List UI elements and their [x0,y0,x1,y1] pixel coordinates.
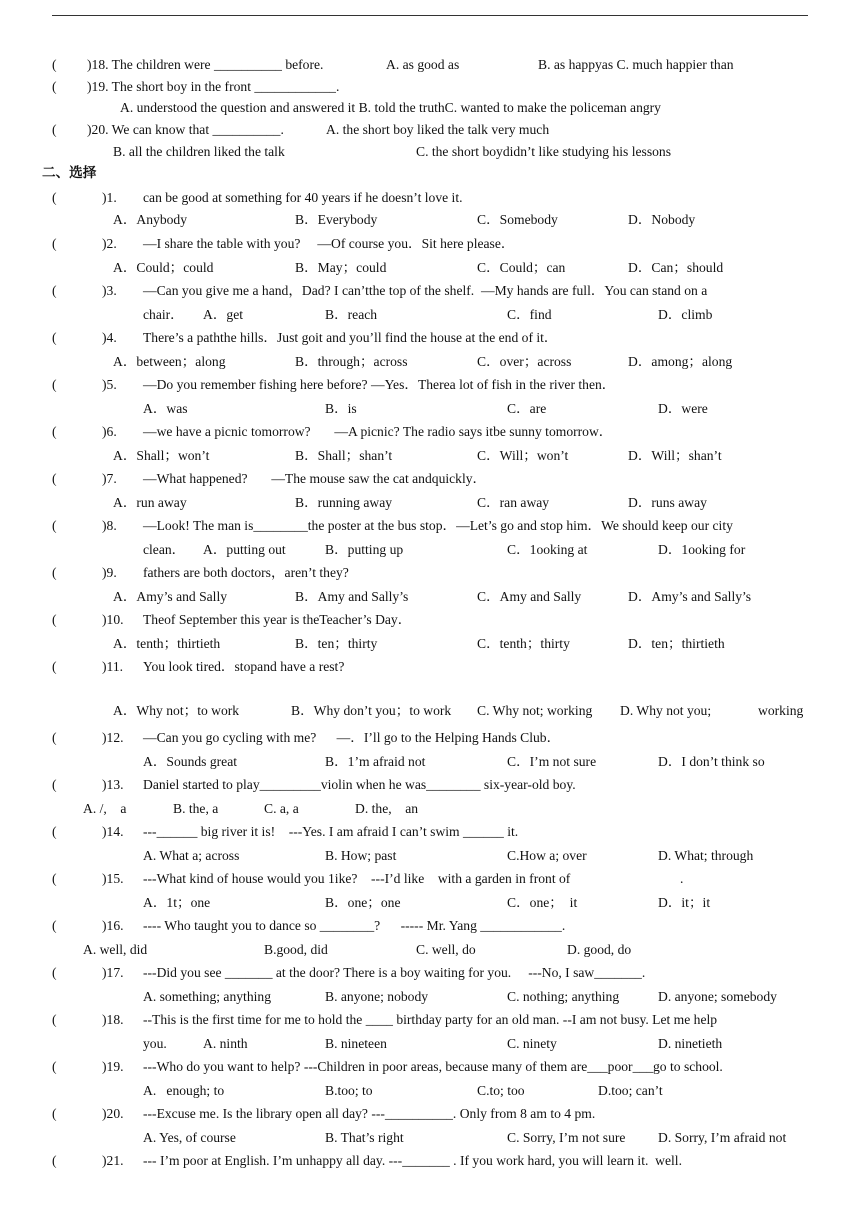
answer-option: C．one； it [507,895,578,910]
question-number: )4. [102,330,117,345]
paren-open: ( [52,518,57,533]
paren-open: ( [52,965,57,980]
answer-option: D．were [658,401,708,416]
answer-option: C．Could；can [477,260,566,275]
answer-option: B．1’m afraid not [325,754,426,769]
answer-option: A. Yes, of course [143,1130,236,1145]
answer-option: D．among；along [628,354,733,369]
question-number: )19. [102,1059,124,1074]
paren-open: ( [52,424,57,439]
answer-option: A．between；along [113,354,226,369]
paren-open: ( [52,79,57,94]
answer-option: A. something; anything [143,989,271,1004]
question-number: )6. [102,424,117,439]
question-stem: ---Excuse me. Is the library open all day? ---__________. Only from 8 am to 4 pm. [143,1106,596,1121]
answer-option: A．was [143,401,188,416]
answer-option: A. well, did [83,942,148,957]
paren-open: ( [52,824,57,839]
answer-option: B．reach [325,307,378,322]
question-stem: --This is the first time for me to hold the ____ birthday party for an old man. --I am not busy. Let me help [143,1012,718,1027]
option-c: C. the short boydidn’t like studying his lessons [416,144,672,159]
question-stem: ---Did you see _______ at the door? There is a boy waiting for you. ---No, I saw_______. [143,965,646,980]
paren-open: ( [52,871,57,886]
answer-option: D．Nobody [628,212,696,227]
paren-open: ( [52,777,57,792]
paren-open: ( [52,283,57,298]
question-stem: Theof September this year is theTeacher’s Day． [143,612,412,627]
answer-option: B．is [325,401,357,416]
answer-option: D．climb [658,307,713,322]
paren-open: ( [52,122,57,137]
option-b: B. all the children liked the talk [113,144,285,159]
question-stem: ---Who do you want to help? ---Children in poor areas, because many of them are___poor___go to school. [143,1059,723,1074]
question-stem: —we have a picnic tomorrow? —A picnic? The radio says itbe sunny tomorrow． [143,424,613,439]
answer-option: C. well, do [416,942,476,957]
question-stem: )20. We can know that __________. [87,122,284,137]
answer-option: C. Sorry, I’m not sure [507,1130,626,1145]
answer-option: C．are [507,401,547,416]
answer-option: D. anyone; somebody [658,989,777,1004]
question-stem: —I share the table with you? —Of course you．Sit here please． [143,236,515,251]
answer-option: C．tenth；thirty [477,636,570,651]
answer-option: B.good, did [264,942,328,957]
answer-option: C.How a; over [507,848,587,863]
answer-option: D.too; can’t [598,1083,663,1098]
question-number: )1. [102,190,117,205]
answer-option: B．ten；thirty [295,636,378,651]
answer-option: C. Why not; working [477,703,593,718]
question-number: )21. [102,1153,124,1168]
answer-option: A．putting out [203,542,286,557]
paren-open: ( [52,57,57,72]
answer-option: chair． [143,307,184,322]
answer-option: A．run away [113,495,187,510]
answer-option: B. That’s right [325,1130,404,1145]
answer-option: B．May；could [295,260,387,275]
option-a: A. as good as [386,57,460,72]
question-number: )11. [102,659,124,674]
question-number: )20. [102,1106,124,1121]
question-number: )18. [102,1012,124,1027]
answer-option: C. a, a [264,801,299,816]
question-stem: can be good at something for 40 years if he doesn’t love it. [143,190,463,205]
question-number: )7. [102,471,117,486]
question-stem: ---What kind of house would you 1ike? ---I’d like with a garden in front of [143,871,571,886]
answer-option: D．Can；should [628,260,724,275]
answer-option: A．Could；could [113,260,214,275]
answer-option: A．tenth；thirtieth [113,636,221,651]
answer-option: A. enough; to [143,1083,225,1098]
answer-option: D．ten；thirtieth [628,636,725,651]
paren-open: ( [52,1153,57,1168]
paren-open: ( [52,1059,57,1074]
question-stem: —Can you give me a hand，Dad? I can’tthe top of the shelf. —My hands are full．You can stand on a [143,283,708,298]
answer-option: C．ran away [477,495,550,510]
answer-option: A．Shall；won’t [113,448,210,463]
answer-option: B．Amy and Sally’s [295,589,409,604]
answer-option: C．I’m not sure [507,754,597,769]
answer-option: B. anyone; nobody [325,989,429,1004]
paren-open: ( [52,330,57,345]
answer-option: D．1ooking for [658,542,746,557]
paren-open: ( [52,565,57,580]
question-number: )17. [102,965,124,980]
answer-option: D. Why not you; [620,703,712,718]
question-stem: —Can you go cycling with me? —．I’ll go to the Helping Hands Club． [143,730,561,745]
question-stem: )18. The children were __________ before. [87,57,324,72]
answer-option: B. How; past [325,848,397,863]
answer-option: D. good, do [567,942,632,957]
answer-option: C. ninety [507,1036,557,1051]
answer-option: D. Sorry, I’m afraid not [658,1130,787,1145]
question-stem: —Do you remember fishing here before? —Yes．Therea lot of fish in the river then． [143,377,616,392]
paren-open: ( [52,918,57,933]
question-stem: There’s a paththe hills．Just goit and you’ll find the house at the end of it． [143,330,558,345]
answer-option: C．find [507,307,552,322]
question-stem: --- I’m poor at English. I’m unhappy all day. ---_______ . If you work hard, you will learn it. well. [143,1153,682,1168]
paren-open: ( [52,1106,57,1121]
question-number: )10. [102,612,124,627]
answer-option: working [758,703,804,718]
answer-option: clean． [143,542,186,557]
paren-open: ( [52,730,57,745]
answer-option: B．Shall；shan’t [295,448,393,463]
options-line: A. understood the question and answered it B. told the truthC. wanted to make the policeman angry [120,100,661,115]
answer-option: B．putting up [325,542,404,557]
answer-option: D．I don’t think so [658,754,765,769]
question-stem: —Look! The man is________the poster at the bus stop．—Let’s go and stop him．We should keep our city [143,518,733,533]
answer-option: A．Anybody [113,212,188,227]
paren-open: ( [52,1012,57,1027]
question-stem: Daniel started to play_________violin when he was________ six-year-old boy. [143,777,576,792]
answer-option: A．1t；one [143,895,211,910]
question-stem: )19. The short boy in the front ____________. [87,79,340,94]
paren-open: ( [52,612,57,627]
answer-option: you. [143,1036,167,1051]
question-number: )15. [102,871,124,886]
answer-option: B. nineteen [325,1036,387,1051]
answer-option: D．Amy’s and Sally’s [628,589,752,604]
question-number: )14. [102,824,124,839]
answer-option: B．Everybody [295,212,378,227]
answer-option: A. What a; across [143,848,240,863]
question-number: )13. [102,777,124,792]
answer-option: C. nothing; anything [507,989,620,1004]
question-number: )5. [102,377,117,392]
answer-option: C．Will；won’t [477,448,569,463]
answer-option: B．running away [295,495,393,510]
answer-option: D．it；it [658,895,711,910]
question-number: )8. [102,518,117,533]
header-rule [52,15,808,16]
answer-option: A．Amy’s and Sally [113,589,228,604]
answer-option: B.too; to [325,1083,373,1098]
paren-open: ( [52,190,57,205]
question-number: )3. [102,283,117,298]
answer-option: A. /, a [83,801,127,816]
answer-option: B. the, a [173,801,219,816]
question-stem: —What happened? —The mouse saw the cat andquickly． [143,471,487,486]
answer-option: C.to; too [477,1083,525,1098]
answer-option: C．Amy and Sally [477,589,582,604]
paren-open: ( [52,471,57,486]
answer-option: C．Somebody [477,212,558,227]
question-number: )12. [102,730,124,745]
answer-option: A．Sounds great [143,754,238,769]
answer-option: D. the, an [355,801,419,816]
question-stem: ---______ big river it is! ---Yes. I am afraid I can’t swim ______ it. [143,824,519,839]
answer-option: B．through；across [295,354,408,369]
answer-option: D．runs away [628,495,707,510]
option-a: A. the short boy liked the talk very much [326,122,550,137]
answer-option: D. What; through [658,848,754,863]
paren-open: ( [52,659,57,674]
question-number: )9. [102,565,117,580]
question-stem: You look tired．stopand have a rest? [143,659,345,674]
answer-option: D．Will；shan’t [628,448,722,463]
answer-option: A. ninth [203,1036,248,1051]
answer-option: A．Why not；to work [113,703,240,718]
question-stem-end: . [680,871,684,886]
section-title: 二、选择 [42,165,97,181]
option-b-c: B. as happyas C. much happier than [538,57,734,72]
question-number: )16. [102,918,124,933]
answer-option: D. ninetieth [658,1036,723,1051]
answer-option: B．Why don’t you；to work [291,703,452,718]
paren-open: ( [52,377,57,392]
answer-option: B．one；one [325,895,401,910]
paren-open: ( [52,236,57,251]
question-number: )2. [102,236,117,251]
question-stem: ---- Who taught you to dance so ________? ----- Mr. Yang ____________. [143,918,566,933]
answer-option: C．over；across [477,354,572,369]
answer-option: A．get [203,307,244,322]
answer-option: C．1ooking at [507,542,588,557]
question-stem: fathers are both doctors，aren’t they? [143,565,349,580]
